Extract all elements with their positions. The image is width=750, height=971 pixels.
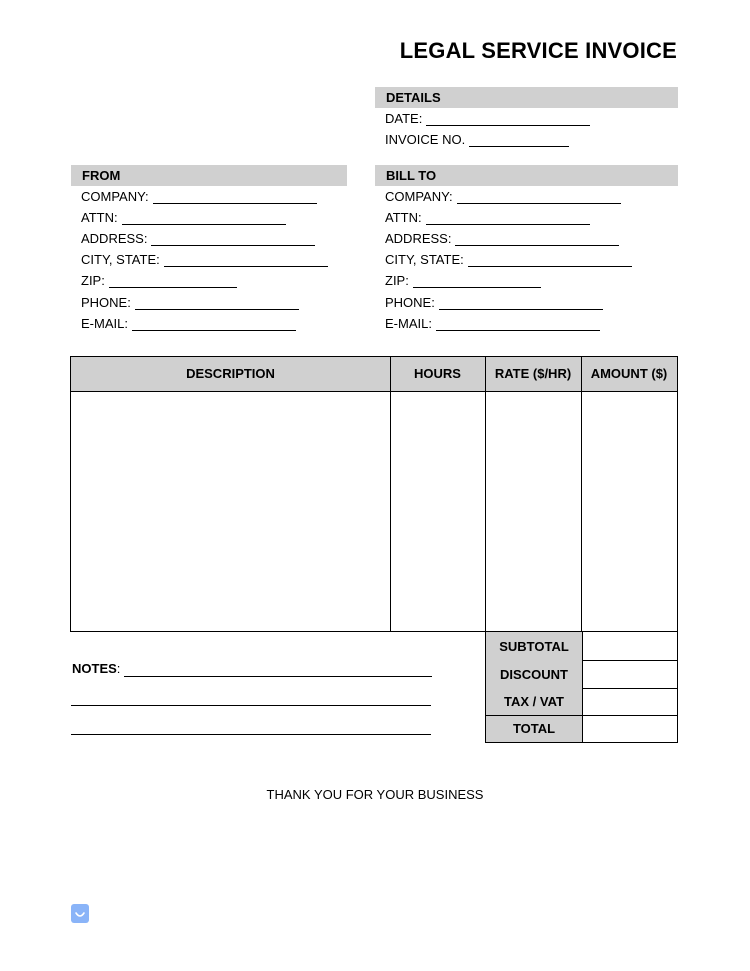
from-company-label: COMPANY: <box>81 189 149 204</box>
notes-label <box>72 661 120 676</box>
total-label: TOTAL <box>512 721 556 736</box>
bill-email-line[interactable] <box>436 318 600 331</box>
from-zip-line[interactable] <box>109 275 237 288</box>
bill-address-label: ADDRESS: <box>385 231 452 246</box>
bill-city-state-label: CITY, STATE: <box>385 252 464 267</box>
notes-colon: : <box>116 661 121 676</box>
bill-zip-line[interactable] <box>413 275 541 288</box>
bill-to-header: BILL TO <box>375 165 678 186</box>
from-attn-label: ATTN: <box>81 210 118 225</box>
from-company-line[interactable] <box>153 191 317 204</box>
from-city-state-line[interactable] <box>164 254 328 267</box>
from-phone-field[interactable] <box>81 295 299 311</box>
bill-city-state-line[interactable] <box>468 254 632 267</box>
invoice-no-label: INVOICE NO. <box>385 132 466 147</box>
from-email-line[interactable] <box>132 318 296 331</box>
bill-address-field[interactable] <box>385 231 619 247</box>
invoice-title: LEGAL SERVICE INVOICE <box>399 38 677 63</box>
amount-cell[interactable] <box>582 392 677 631</box>
items-table <box>70 356 678 632</box>
rate-cell[interactable] <box>486 392 581 631</box>
bill-email-label: E-MAIL: <box>385 316 432 331</box>
from-header: FROM <box>71 165 347 186</box>
discount-label: DISCOUNT <box>500 667 568 682</box>
from-attn-line[interactable] <box>122 212 286 225</box>
totals-box <box>485 631 678 743</box>
bill-phone-label: PHONE: <box>385 295 435 310</box>
bill-company-line[interactable] <box>457 191 621 204</box>
bill-email-field[interactable] <box>385 316 600 332</box>
bill-zip-label: ZIP: <box>385 273 409 288</box>
total-value-cell[interactable] <box>583 716 677 742</box>
column-header-hours: HOURS <box>414 366 461 381</box>
invoice-no-line[interactable] <box>469 134 569 147</box>
bill-phone-line[interactable] <box>439 297 603 310</box>
details-header: DETAILS <box>375 87 678 108</box>
bill-phone-field[interactable] <box>385 295 603 311</box>
date-label: DATE: <box>385 111 423 126</box>
notes-line-3[interactable] <box>71 734 431 735</box>
from-company-field[interactable] <box>81 189 317 205</box>
bill-company-label: COMPANY: <box>385 189 453 204</box>
notes-line-1[interactable] <box>124 676 432 677</box>
from-zip-label: ZIP: <box>81 273 105 288</box>
bill-zip-field[interactable] <box>385 273 541 289</box>
notes-line-2[interactable] <box>71 705 431 706</box>
from-email-field[interactable] <box>81 316 296 332</box>
bill-city-state-field[interactable] <box>385 252 632 268</box>
description-cell[interactable] <box>71 392 390 631</box>
bill-company-field[interactable] <box>385 189 621 205</box>
subtotal-label: SUBTOTAL <box>499 639 569 654</box>
subtotal-value-cell[interactable] <box>583 632 677 659</box>
column-header-amount: AMOUNT ($) <box>590 366 668 381</box>
from-phone-label: PHONE: <box>81 295 131 310</box>
notes-label-text: NOTES <box>72 661 117 676</box>
column-header-rate: RATE ($/HR) <box>494 366 572 381</box>
bill-attn-line[interactable] <box>426 212 590 225</box>
tax-vat-value-cell[interactable] <box>583 689 677 714</box>
from-address-field[interactable] <box>81 231 315 247</box>
from-email-label: E-MAIL: <box>81 316 128 331</box>
hours-cell[interactable] <box>391 392 485 631</box>
column-header-description: DESCRIPTION <box>186 366 275 381</box>
from-address-line[interactable] <box>151 233 315 246</box>
date-field[interactable] <box>385 111 590 127</box>
bill-attn-field[interactable] <box>385 210 590 226</box>
smile-logo-icon <box>71 904 89 923</box>
bill-address-line[interactable] <box>455 233 619 246</box>
from-phone-line[interactable] <box>135 297 299 310</box>
discount-value-cell[interactable] <box>583 661 677 687</box>
from-zip-field[interactable] <box>81 273 237 289</box>
from-attn-field[interactable] <box>81 210 286 226</box>
date-line[interactable] <box>426 113 590 126</box>
from-city-state-label: CITY, STATE: <box>81 252 160 267</box>
from-city-state-field[interactable] <box>81 252 328 268</box>
invoice-no-field[interactable] <box>385 132 569 148</box>
bill-attn-label: ATTN: <box>385 210 422 225</box>
tax-vat-label: TAX / VAT <box>504 694 564 709</box>
thank-you-message: THANK YOU FOR YOUR BUSINESS <box>266 787 484 802</box>
from-address-label: ADDRESS: <box>81 231 148 246</box>
